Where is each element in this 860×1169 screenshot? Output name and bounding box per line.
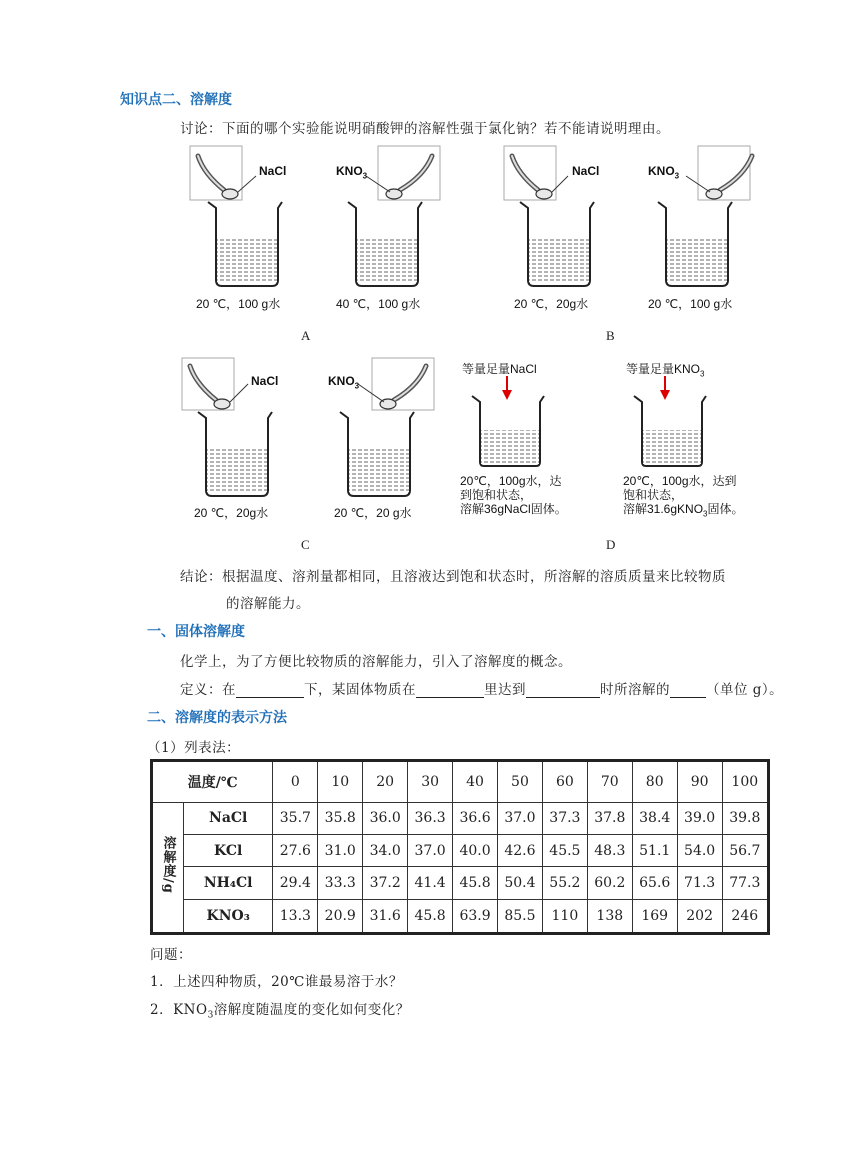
questions-title: 问题： (150, 947, 192, 963)
section-title: 知识点二、溶解度 (120, 92, 232, 108)
exp-D-right-top: 等量足量$KNO_3$ (626, 362, 705, 379)
question-2: 2．$KNO_3$溶解度随温度的变化如何变化？ (150, 1002, 410, 1021)
heading-solid-solubility: 一、固体溶解度 (147, 624, 245, 640)
exp-D-left-text: 20℃，100g水，达 到饱和状态， 溶解36gNaCl固体。 (460, 474, 567, 516)
value-cell: 56.7 (722, 835, 768, 867)
conclusion-line-1: 结论：根据温度、溶剂量都相同，且溶液达到饱和状态时，所溶解的溶质质量来比较物质 (180, 569, 726, 585)
exp-D-left (472, 376, 544, 466)
exp-C-right-condition: 20 ℃，20 g水 (334, 506, 412, 520)
table-row (152, 899, 769, 933)
value-cell: 45.5 (542, 835, 587, 867)
exp-B-label: B (606, 328, 615, 343)
value-cell: 35.8 (318, 802, 363, 834)
value-cell: 41.4 (408, 867, 453, 899)
exp-B-right-condition: 20 ℃，100 g水 (648, 297, 733, 311)
value-cell: 38.4 (632, 802, 677, 834)
value-cell: 37.2 (363, 867, 408, 899)
exp-C-left-substance: NaCl (251, 374, 279, 388)
table-row (152, 802, 769, 834)
solubility-table (150, 759, 770, 935)
value-cell: 77.3 (722, 867, 768, 899)
value-cell: 39.8 (722, 802, 768, 834)
value-cell: 45.8 (453, 867, 498, 899)
value-cell: 65.6 (632, 867, 677, 899)
value-cell: 36.3 (408, 802, 453, 834)
value-cell: 48.3 (587, 835, 632, 867)
exp-B-right-substance: $KNO_3$ (648, 164, 680, 181)
temp-cell: 40 (453, 761, 498, 803)
exp-C-label: C (301, 537, 310, 552)
value-cell: 39.0 (677, 802, 722, 834)
value-cell: 31.6 (363, 899, 408, 933)
temp-cell: 20 (363, 761, 408, 803)
value-cell: 34.0 (363, 835, 408, 867)
exp-A-left-condition: 20 ℃，100 g水 (196, 297, 281, 311)
table-row (152, 835, 769, 867)
side-label: 溶解度/g (152, 802, 184, 933)
substance-cell: NH₄Cl (184, 867, 273, 899)
exp-A-left-substance: NaCl (259, 164, 287, 178)
temp-cell: 90 (677, 761, 722, 803)
exp-A-label: A (301, 328, 311, 343)
value-cell: 42.6 (497, 835, 542, 867)
temp-cell: 10 (318, 761, 363, 803)
substance-cell: KCl (184, 835, 273, 867)
substance-cell: KNO₃ (184, 899, 273, 933)
value-cell: 246 (722, 899, 768, 933)
value-cell: 20.9 (318, 899, 363, 933)
exp-D-left-top: 等量足量NaCl (462, 362, 537, 376)
heading-representation: 二、溶解度的表示方法 (147, 710, 287, 726)
exp-B-left-condition: 20 ℃，20g水 (514, 297, 589, 311)
temp-cell: 60 (542, 761, 587, 803)
temp-cell: 100 (722, 761, 768, 803)
value-cell: 60.2 (587, 867, 632, 899)
conclusion-line-2: 的溶解能力。 (226, 596, 310, 612)
value-cell: 110 (542, 899, 587, 933)
value-cell: 35.7 (273, 802, 318, 834)
exp-B-left-substance: NaCl (572, 164, 600, 178)
exp-A-right-substance: $KNO_3$ (336, 164, 368, 181)
value-cell: 40.0 (453, 835, 498, 867)
temp-cell: 50 (497, 761, 542, 803)
blank-3[interactable] (526, 683, 600, 698)
temp-cell: 80 (632, 761, 677, 803)
blank-2[interactable] (416, 683, 484, 698)
question-1: 1．上述四种物质，20℃谁最易溶于水？ (150, 974, 403, 990)
value-cell: 202 (677, 899, 722, 933)
table-row (152, 867, 769, 899)
value-cell: 85.5 (497, 899, 542, 933)
header-label: 温度/℃ (152, 761, 273, 803)
exp-D-label: D (606, 537, 616, 552)
value-cell: 27.6 (273, 835, 318, 867)
value-cell: 54.0 (677, 835, 722, 867)
exp-C-right-substance: $KNO_3$ (328, 374, 360, 391)
discussion-text: 讨论：下面的哪个实验能说明硝酸钾的溶解性强于氯化钠？若不能请说明理由。 (180, 121, 670, 137)
exp-D-right-text: 20℃，100g水，达到 饱和状态， 溶解31.6gKNO$_3$固体。 (623, 474, 744, 519)
table-header-row (152, 761, 769, 803)
value-cell: 45.8 (408, 899, 453, 933)
value-cell: 169 (632, 899, 677, 933)
value-cell: 36.6 (453, 802, 498, 834)
value-cell: 37.8 (587, 802, 632, 834)
temp-cell: 0 (273, 761, 318, 803)
list-method-label: （1）列表法： (147, 740, 241, 756)
value-cell: 51.1 (632, 835, 677, 867)
value-cell: 29.4 (273, 867, 318, 899)
value-cell: 13.3 (273, 899, 318, 933)
value-cell: 37.3 (542, 802, 587, 834)
exp-A-right-condition: 40 ℃，100 g水 (336, 297, 421, 311)
value-cell: 138 (587, 899, 632, 933)
blank-1[interactable] (236, 683, 304, 698)
value-cell: 31.0 (318, 835, 363, 867)
value-cell: 71.3 (677, 867, 722, 899)
exp-C-left-condition: 20 ℃，20g水 (194, 506, 269, 520)
substance-cell: NaCl (184, 802, 273, 834)
value-cell: 36.0 (363, 802, 408, 834)
value-cell: 55.2 (542, 867, 587, 899)
exp-D-right (634, 376, 706, 466)
value-cell: 63.9 (453, 899, 498, 933)
value-cell: 33.3 (318, 867, 363, 899)
value-cell: 37.0 (497, 802, 542, 834)
temp-cell: 30 (408, 761, 453, 803)
blank-4[interactable] (670, 683, 706, 698)
value-cell: 50.4 (497, 867, 542, 899)
definition-line: 定义：在 下，某固体物质在 里达到 时所溶解的 （单位 g）。 (180, 682, 784, 698)
temp-cell: 70 (587, 761, 632, 803)
concept-text: 化学上，为了方便比较物质的溶解能力，引入了溶解度的概念。 (180, 654, 572, 670)
value-cell: 37.0 (408, 835, 453, 867)
